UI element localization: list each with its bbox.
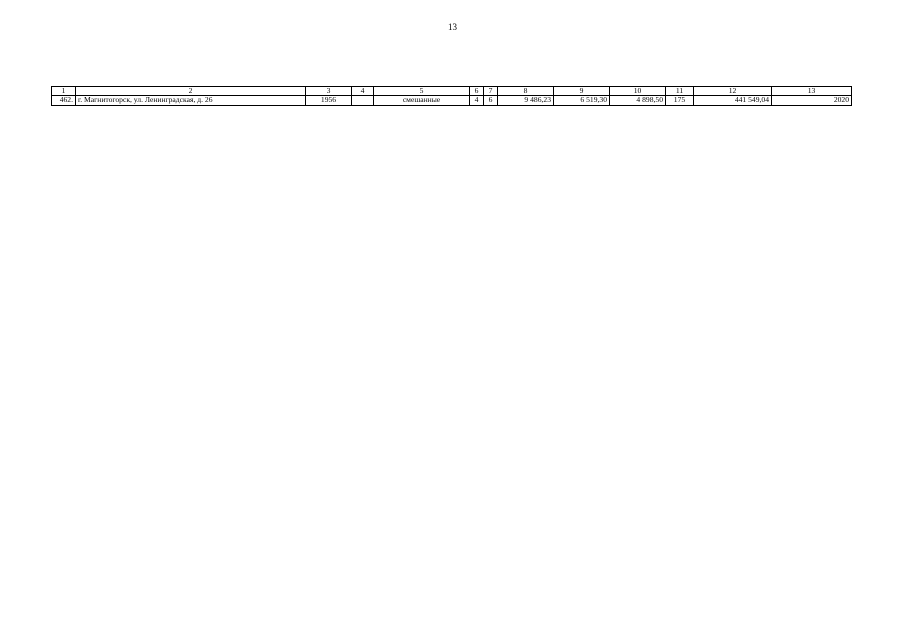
- column-header: 7: [484, 87, 498, 96]
- cell-residents: 175: [666, 96, 694, 105]
- cell-cost: 441 549,04: [694, 96, 772, 105]
- column-header: 5: [374, 87, 470, 96]
- cell-total-area: 9 486,23: [498, 96, 554, 105]
- column-header: 1: [52, 87, 76, 96]
- column-header: 12: [694, 87, 772, 96]
- column-header: 3: [306, 87, 352, 96]
- data-table: [51, 86, 852, 106]
- page-number: 13: [448, 22, 457, 32]
- column-header: 10: [610, 87, 666, 96]
- table-row: [52, 96, 852, 105]
- column-header: 6: [470, 87, 484, 96]
- cell-entrances: 6: [484, 96, 498, 105]
- column-header: 11: [666, 87, 694, 96]
- header-row: [52, 87, 852, 96]
- cell-year: 2020: [772, 96, 852, 105]
- column-header: 8: [498, 87, 554, 96]
- cell-floors: 4: [470, 96, 484, 105]
- cell-residential-area: 6 519,30: [554, 96, 610, 105]
- column-header: 13: [772, 87, 852, 96]
- cell-address: г. Магнитогорск, ул. Ленинградская, д. 26: [76, 96, 306, 105]
- column-header: 2: [76, 87, 306, 96]
- cell-year-built: 1956: [306, 96, 352, 105]
- column-header: 9: [554, 87, 610, 96]
- column-header: 4: [352, 87, 374, 96]
- cell-row-number: 462.: [52, 96, 76, 105]
- cell-col-4: [352, 96, 374, 105]
- cell-wall-material: смешанные: [374, 96, 470, 105]
- table-body: [52, 96, 852, 105]
- cell-living-area: 4 898,50: [610, 96, 666, 105]
